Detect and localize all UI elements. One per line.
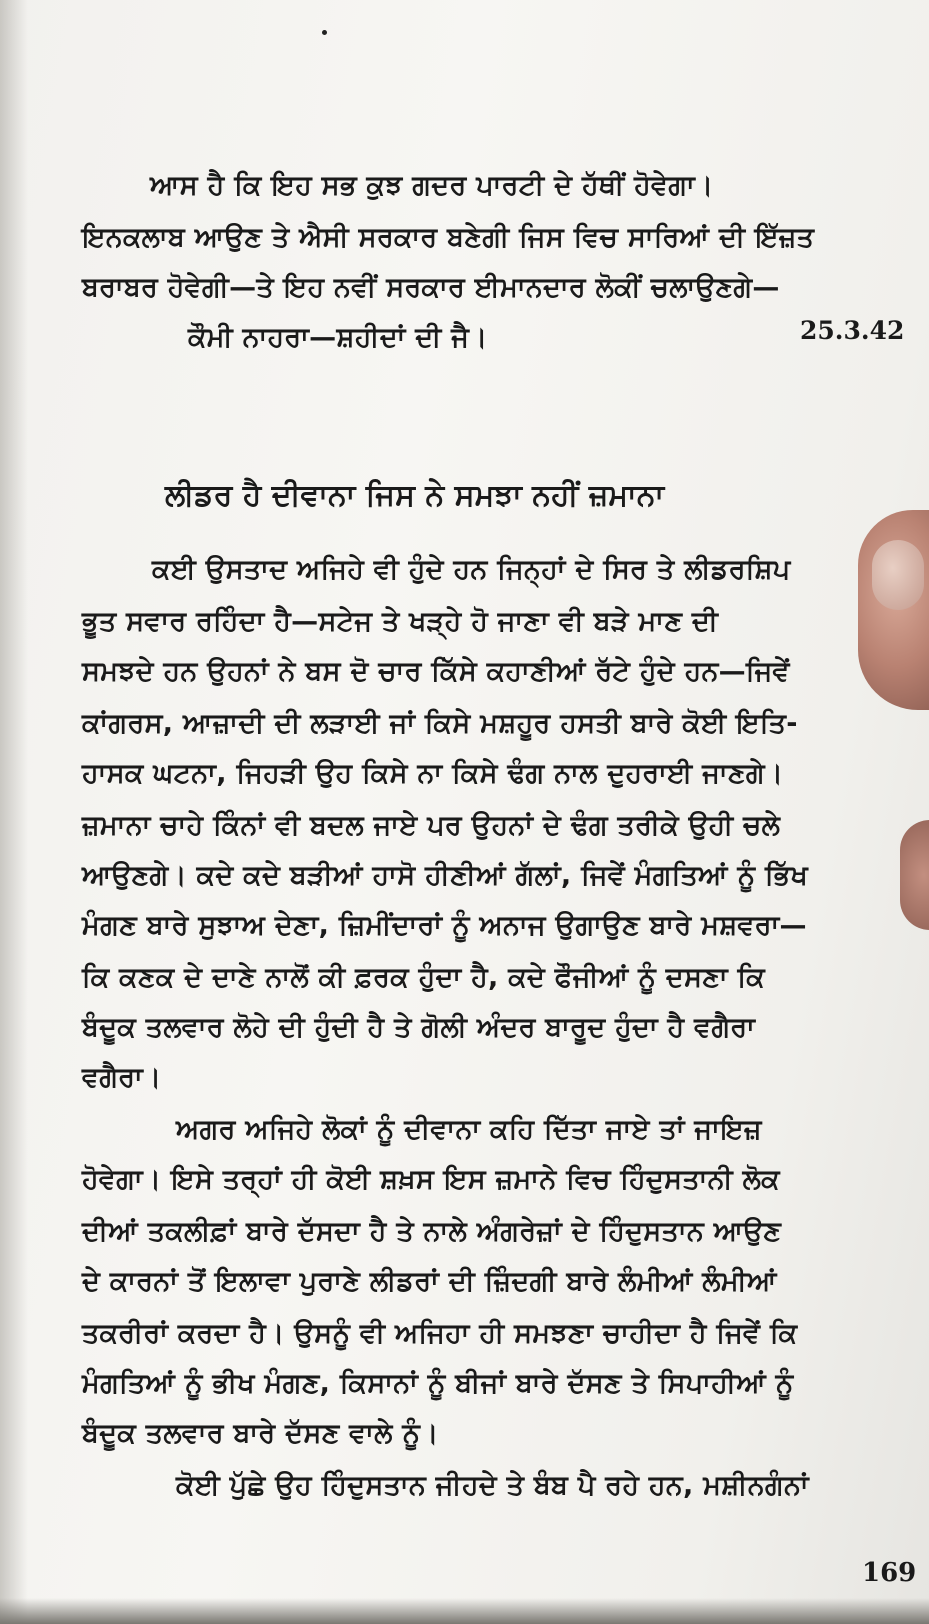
body-line: ਭੂਤ ਸਵਾਰ ਰਹਿੰਦਾ ਹੈ—ਸਟੇਜ ਤੇ ਖੜ੍ਹੇ ਹੋ ਜਾਣਾ ਵੀ ਬੜੇ ਮਾਣ ਦੀ <box>82 606 719 637</box>
body-line: ਜ਼ਮਾਨਾ ਚਾਹੇ ਕਿੰਨਾਂ ਵੀ ਬਦਲ ਜਾਏ ਪਰ ਉਹਨਾਂ ਦੇ ਢੰਗ ਤਰੀਕੇ ਉਹੀ ਚਲੇ <box>82 810 781 841</box>
finger-image <box>900 820 929 930</box>
body-line: ਮੰਗਣ ਬਾਰੇ ਸੁਝਾਅ ਦੇਣਾ, ਜ਼ਿਮੀਂਦਾਰਾਂ ਨੂੰ ਅਨਾਜ ਉਗਾਉਣ ਬਾਰੇ ਮਸ਼ਵਰਾ— <box>82 910 807 941</box>
body-line: ਕਈ ਉਸਤਾਦ ਅਜਿਹੇ ਵੀ ਹੁੰਦੇ ਹਨ ਜਿਨ੍ਹਾਂ ਦੇ ਸਿਰ ਤੇ ਲੀਡਰਸ਼ਿਪ <box>152 554 791 585</box>
body-line: ਵਗੈਰਾ। <box>82 1062 162 1093</box>
body-line: ਹਾਸਕ ਘਟਨਾ, ਜਿਹੜੀ ਉਹ ਕਿਸੇ ਨਾ ਕਿਸੇ ਢੰਗ ਨਾਲ ਦੁਹਰਾਈ ਜਾਣਗੇ। <box>82 758 784 789</box>
body-line: ਤਕਰੀਰਾਂ ਕਰਦਾ ਹੈ। ਉਸਨੂੰ ਵੀ ਅਜਿਹਾ ਹੀ ਸਮਝਣਾ ਚਾਹੀਦਾ ਹੈ ਜਿਵੇਂ ਕਿ <box>82 1318 798 1349</box>
top-line-2: ਇਨਕਲਾਬ ਆਉਣ ਤੇ ਐਸੀ ਸਰਕਾਰ ਬਣੇਗੀ ਜਿਸ ਵਿਚ ਸਾਰਿਆਂ ਦੀ ਇੱਜ਼ਤ <box>82 222 815 253</box>
section-heading: ਲੀਡਰ ਹੈ ਦੀਵਾਨਾ ਜਿਸ ਨੇ ਸਮਝਾ ਨਹੀਂ ਜ਼ਮਾਨਾ <box>165 478 665 513</box>
body-line: ਹੋਵੇਗਾ। ਇਸੇ ਤਰ੍ਹਾਂ ਹੀ ਕੋਈ ਸ਼ਖ਼ਸ ਇਸ ਜ਼ਮਾਨੇ ਵਿਚ ਹਿੰਦੁਸਤਾਨੀ ਲੋਕ <box>82 1164 780 1195</box>
body-line: ਦੇ ਕਾਰਨਾਂ ਤੋਂ ਇਲਾਵਾ ਪੁਰਾਣੇ ਲੀਡਰਾਂ ਦੀ ਜ਼ਿੰਦਗੀ ਬਾਰੇ ਲੰਮੀਆਂ ਲੰਮੀਆਂ <box>82 1266 777 1297</box>
top-line-3: ਬਰਾਬਰ ਹੋਵੇਗੀ—ਤੇ ਇਹ ਨਵੀਂ ਸਰਕਾਰ ਈਮਾਨਦਾਰ ਲੋਕੀਂ ਚਲਾਉਣਗੇ— <box>82 272 780 303</box>
top-line-4: ਕੌਮੀ ਨਾਹਰਾ—ਸ਼ਹੀਦਾਂ ਦੀ ਜੈ। <box>188 322 488 353</box>
page-gutter-shadow <box>0 0 28 1624</box>
page-number: 169 <box>862 1558 917 1588</box>
body-line: ਆਉਣਗੇ। ਕਦੇ ਕਦੇ ਬੜੀਆਂ ਹਾਸੋ ਹੀਣੀਆਂ ਗੱਲਾਂ, ਜਿਵੇਂ ਮੰਗਤਿਆਂ ਨੂੰ ਭਿੱਖ <box>82 860 809 891</box>
body-line: ਕਾਂਗਰਸ, ਆਜ਼ਾਦੀ ਦੀ ਲੜਾਈ ਜਾਂ ਕਿਸੇ ਮਸ਼ਹੂਰ ਹਸਤੀ ਬਾਰੇ ਕੋਈ ਇਤਿ- <box>82 708 798 739</box>
body-line: ਬੰਦੂਕ ਤਲਵਾਰ ਲੋਹੇ ਦੀ ਹੁੰਦੀ ਹੈ ਤੇ ਗੋਲੀ ਅੰਦਰ ਬਾਰੂਦ ਹੁੰਦਾ ਹੈ ਵਗੈਰਾ <box>82 1012 756 1043</box>
body-line: ਕੋਈ ਪੁੱਛੇ ਉਹ ਹਿੰਦੁਸਤਾਨ ਜੀਹਦੇ ਤੇ ਬੰਬ ਪੈ ਰਹੇ ਹਨ, ਮਸ਼ੀਨਗੰਨਾਂ <box>176 1470 809 1501</box>
page-bottom-shadow <box>0 1598 929 1624</box>
body-line: ਅਗਰ ਅਜਿਹੇ ਲੋਕਾਂ ਨੂੰ ਦੀਵਾਨਾ ਕਹਿ ਦਿੱਤਾ ਜਾਏ ਤਾਂ ਜਾਇਜ਼ <box>176 1114 762 1145</box>
body-line: ਦੀਆਂ ਤਕਲੀਫ਼ਾਂ ਬਾਰੇ ਦੱਸਦਾ ਹੈ ਤੇ ਨਾਲੇ ਅੰਗਰੇਜ਼ਾਂ ਦੇ ਹਿੰਦੁਸਤਾਨ ਆਉਣ <box>82 1216 782 1247</box>
body-line: ਮੰਗਤਿਆਂ ਨੂੰ ਭੀਖ ਮੰਗਣ, ਕਿਸਾਨਾਂ ਨੂੰ ਬੀਜਾਂ ਬਾਰੇ ਦੱਸਣ ਤੇ ਸਿਪਾਹੀਆਂ ਨੂੰ <box>82 1368 794 1399</box>
body-line: ਬੰਦੂਕ ਤਲਵਾਰ ਬਾਰੇ ਦੱਸਣ ਵਾਲੇ ਨੂੰ। <box>82 1418 439 1449</box>
ink-dot <box>322 30 327 35</box>
top-line-1: ਆਸ ਹੈ ਕਿ ਇਹ ਸਭ ਕੁਝ ਗਦਰ ਪਾਰਟੀ ਦੇ ਹੱਥੀਂ ਹੋਵੇਗਾ। <box>150 170 714 201</box>
thumbnail-image <box>872 540 924 610</box>
body-line: ਸਮਝਦੇ ਹਨ ਉਹਨਾਂ ਨੇ ਬਸ ਦੋ ਚਾਰ ਕਿੱਸੇ ਕਹਾਣੀਆਂ ਰੱਟੇ ਹੁੰਦੇ ਹਨ—ਜਿਵੇਂ <box>82 656 790 687</box>
date-stamp: 25.3.42 <box>800 316 905 345</box>
body-line: ਕਿ ਕਣਕ ਦੇ ਦਾਣੇ ਨਾਲੋਂ ਕੀ ਫ਼ਰਕ ਹੁੰਦਾ ਹੈ, ਕਦੇ ਫੌਜੀਆਂ ਨੂੰ ਦਸਣਾ ਕਿ <box>82 962 765 993</box>
